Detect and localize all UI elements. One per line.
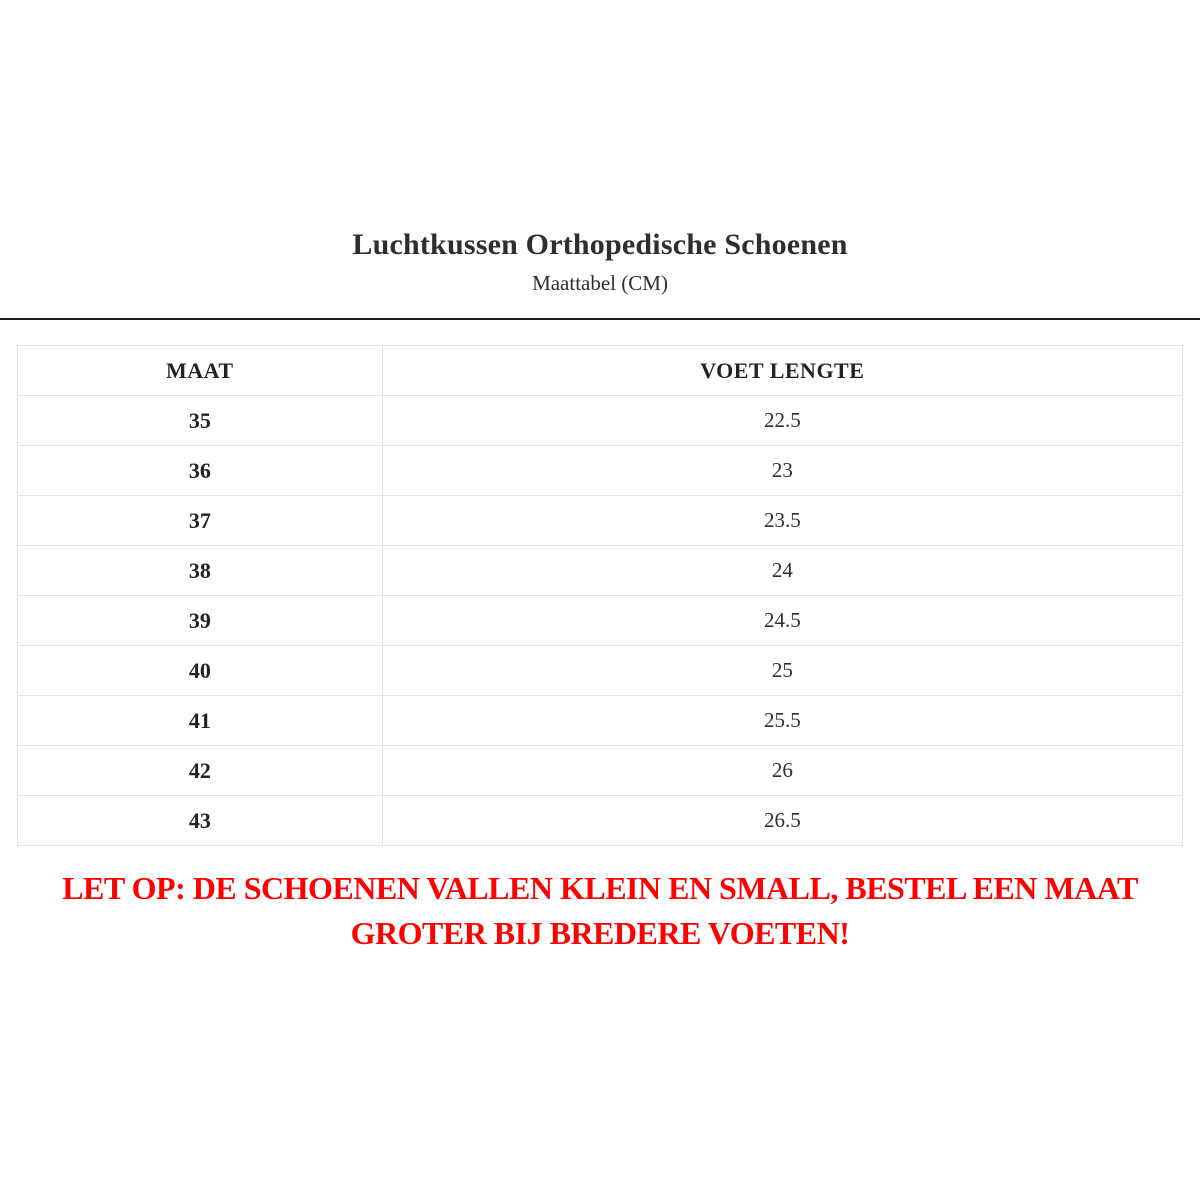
length-cell: 25 bbox=[382, 646, 1182, 696]
table-row bbox=[18, 496, 1183, 546]
size-cell: 43 bbox=[18, 796, 383, 846]
size-cell: 37 bbox=[18, 496, 383, 546]
page-subtitle: Maattabel (CM) bbox=[532, 271, 668, 295]
table-row bbox=[18, 596, 1183, 646]
length-cell: 23.5 bbox=[382, 496, 1182, 546]
size-cell: 42 bbox=[18, 746, 383, 796]
warning-line-1: LET OP: DE SCHOENEN VALLEN KLEIN EN SMALL, BESTEL EEN MAAT bbox=[62, 870, 1138, 906]
table-row bbox=[18, 646, 1183, 696]
table-header-row bbox=[18, 346, 1183, 396]
table-row bbox=[18, 746, 1183, 796]
length-cell: 24.5 bbox=[382, 596, 1182, 646]
table-row bbox=[18, 696, 1183, 746]
size-cell: 38 bbox=[18, 546, 383, 596]
table-row bbox=[18, 796, 1183, 846]
page-title: Luchtkussen Orthopedische Schoenen bbox=[352, 228, 848, 261]
divider-rule bbox=[0, 318, 1200, 320]
size-column-header: MAAT bbox=[18, 346, 383, 396]
size-cell: 36 bbox=[18, 446, 383, 496]
length-cell: 25.5 bbox=[382, 696, 1182, 746]
table-row bbox=[18, 546, 1183, 596]
table-row bbox=[18, 446, 1183, 496]
length-cell: 24 bbox=[382, 546, 1182, 596]
warning-note bbox=[14, 866, 1186, 956]
size-cell: 39 bbox=[18, 596, 383, 646]
length-cell: 26 bbox=[382, 746, 1182, 796]
table-row bbox=[18, 396, 1183, 446]
length-column-header: VOET LENGTE bbox=[382, 346, 1182, 396]
length-cell: 22.5 bbox=[382, 396, 1182, 446]
size-cell: 35 bbox=[18, 396, 383, 446]
size-cell: 41 bbox=[18, 696, 383, 746]
size-cell: 40 bbox=[18, 646, 383, 696]
length-cell: 26.5 bbox=[382, 796, 1182, 846]
page-header bbox=[0, 0, 1200, 296]
size-table bbox=[17, 345, 1183, 846]
length-cell: 23 bbox=[382, 446, 1182, 496]
warning-line-2: GROTER BIJ BREDERE VOETEN! bbox=[350, 915, 850, 951]
